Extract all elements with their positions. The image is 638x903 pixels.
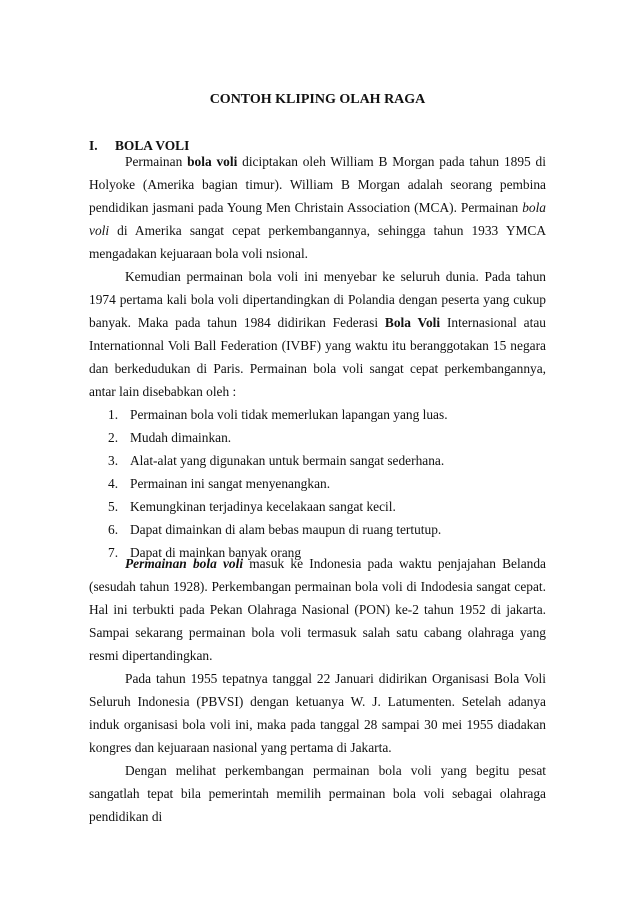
paragraph-4 bbox=[89, 667, 546, 759]
list-text: Permainan ini sangat menyenangkan. bbox=[130, 476, 331, 491]
list-text: Dapat dimainkan di alam bebas maupun di ruang tertutup. bbox=[130, 522, 442, 537]
list-item bbox=[89, 495, 546, 518]
paragraph-text: Internasional atau Internationnal Voli Ball Federation (IVBF) yang waktu itu beranggotakan 15 negara dan berkedudukan di Paris. Permainan bola voli sangat cepat perkembangannya, antar lain disebabkan oleh : bbox=[89, 315, 546, 399]
reasons-list bbox=[89, 403, 546, 564]
italic-term: bola voli bbox=[89, 200, 546, 238]
list-text: Kemungkinan terjadinya kecelakaan sangat kecil. bbox=[130, 499, 396, 514]
list-number: 6. bbox=[108, 522, 119, 537]
document-title: CONTOH KLIPING OLAH RAGA bbox=[209, 92, 426, 107]
list-item bbox=[89, 518, 546, 541]
list-text: Permainan bola voli tidak memerlukan lapangan yang luas. bbox=[130, 407, 448, 422]
bold-term: bola voli bbox=[187, 154, 238, 169]
list-text: Alat-alat yang digunakan untuk bermain sangat sederhana. bbox=[130, 453, 445, 468]
paragraph-text: Kemudian permainan bola voli ini menyebar ke seluruh dunia. Pada tahun 1974 pertama kali bola voli dipertandingkan di Polandia dengan peserta yang cukup banyak. Maka pada tahun 1984 didirikan Federasi bbox=[89, 269, 546, 330]
paragraph-1 bbox=[89, 150, 546, 265]
list-number: 1. bbox=[108, 407, 119, 422]
bold-italic-term: Permainan bola voli bbox=[125, 556, 244, 571]
list-number: 7. bbox=[108, 545, 119, 560]
list-number: 5. bbox=[108, 499, 119, 514]
paragraph-3 bbox=[89, 552, 546, 667]
paragraph-text: diciptakan oleh William B Morgan pada tahun 1895 di Holyoke (Amerika bagian timur). William B Morgan adalah seorang pembina pendidikan jasmani pada Young Men Christain Association (MCA). Permainan bbox=[89, 154, 546, 215]
paragraph-text: Permainan bbox=[125, 154, 188, 169]
section-number: I. bbox=[89, 138, 98, 153]
list-number: 3. bbox=[108, 453, 119, 468]
bold-term: Bola Voli bbox=[384, 315, 441, 330]
paragraph-text: masuk ke Indonesia pada waktu penjajahan Belanda (sesudah tahun 1928). Perkembangan permainan bola voli di Indodesia sangat cepat. Hal ini terbukti pada Pekan Olahraga Nasional (PON) ke-2 tahun 1952 di jakarta. Sampai sekarang permainan bola voli termasuk salah satu cabang olahraga yang resmi dipertandingkan. bbox=[89, 556, 546, 663]
paragraph-5 bbox=[89, 759, 546, 828]
list-text: Dapat di mainkan banyak orang bbox=[130, 545, 302, 560]
paragraph-text: di Amerika sangat cepat perkembangannya, sehingga tahun 1933 YMCA mengadakan kejuaraan bola voli nsional. bbox=[89, 223, 546, 261]
section-title: BOLA VOLI bbox=[115, 138, 190, 153]
list-number: 2. bbox=[108, 430, 119, 445]
list-item bbox=[89, 403, 546, 426]
list-item bbox=[89, 426, 546, 449]
paragraph-text: Dengan melihat perkembangan permainan bola voli yang begitu pesat sangatlah tepat bila pemerintah memilih permainan bola voli sebagai olahraga pendidikan di bbox=[89, 763, 546, 824]
list-number: 4. bbox=[108, 476, 119, 491]
list-item bbox=[89, 449, 546, 472]
list-text: Mudah dimainkan. bbox=[130, 430, 232, 445]
paragraph-2 bbox=[89, 265, 546, 403]
list-item bbox=[89, 472, 546, 495]
paragraph-text: Pada tahun 1955 tepatnya tanggal 22 Januari didirikan Organisasi Bola Voli Seluruh Indonesia (PBVSI) dengan ketuanya W. J. Latumenten. Setelah adanya induk organisasi bola voli ini, maka pada tanggal 28 sampai 30 mei 1955 diadakan kongres dan kejuaraan nasional yang pertama di Jakarta. bbox=[89, 671, 546, 755]
